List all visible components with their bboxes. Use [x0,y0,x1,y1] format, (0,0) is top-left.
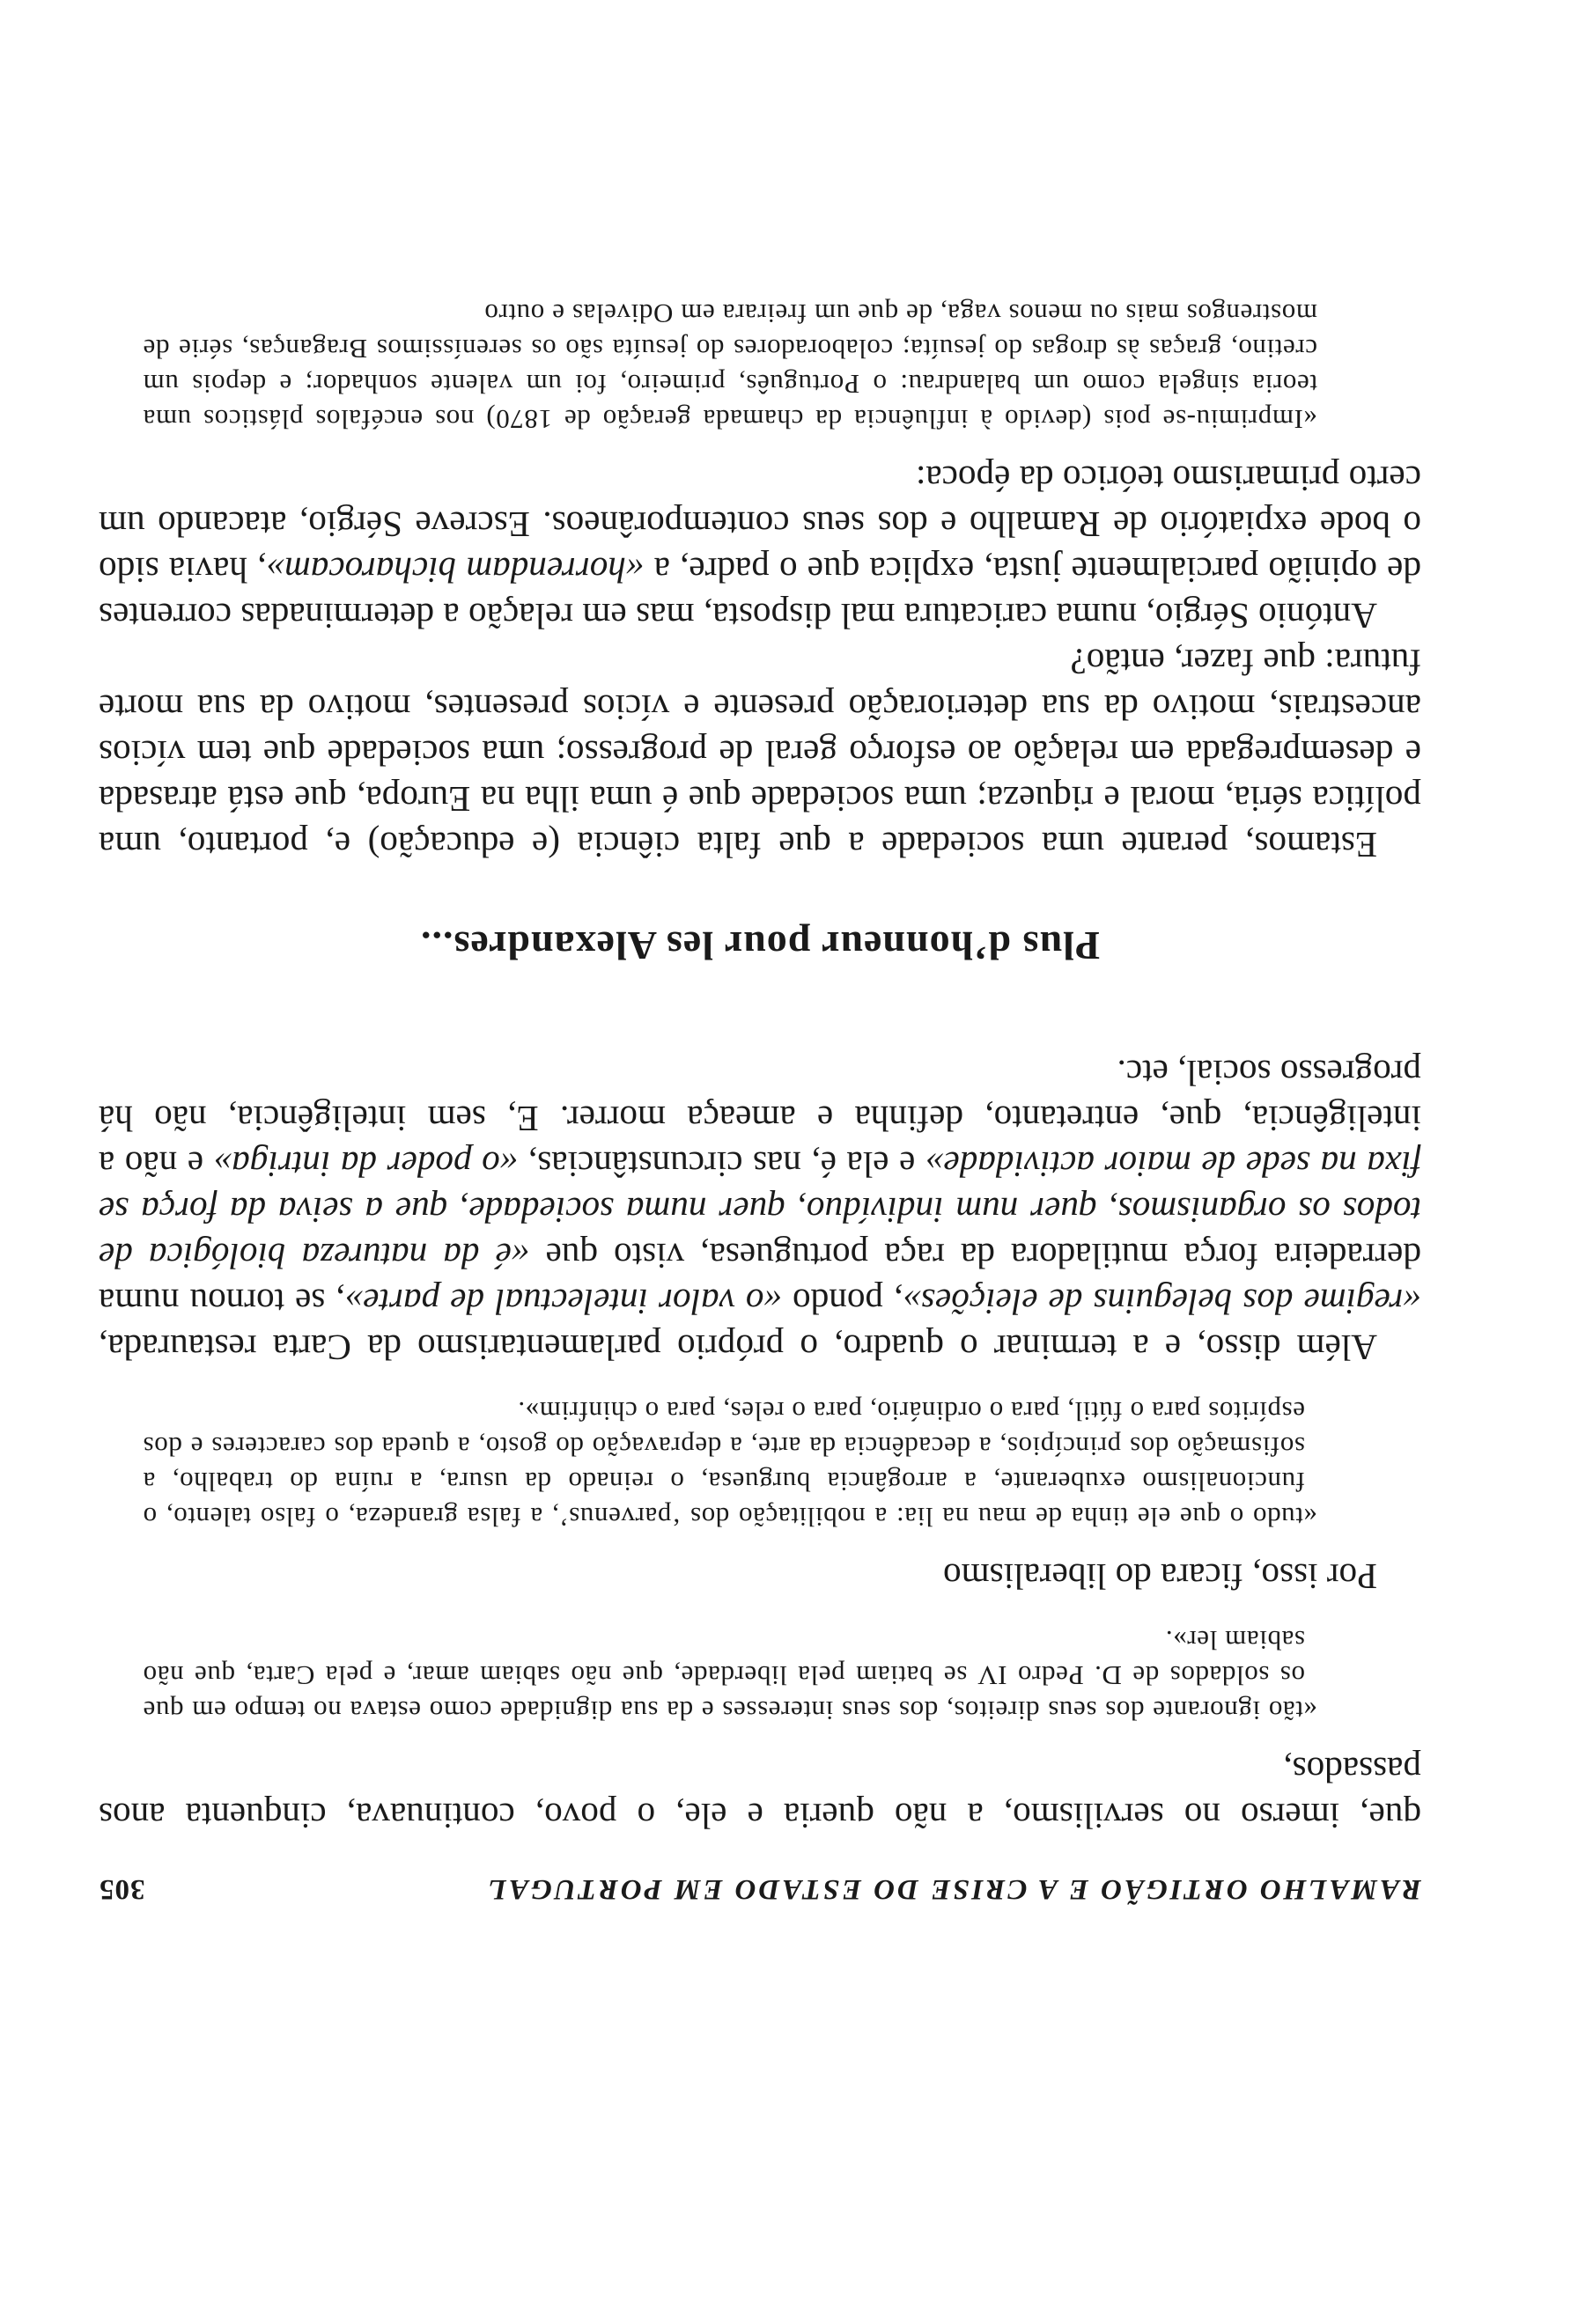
p3-text-2: , pondo [782,1282,903,1322]
running-header [99,1872,1421,1905]
paragraph-1: que, imerso no servilismo, a não queria e ele, o povo, continuava, cinquenta anos passados, [99,1750,1421,1836]
p5-text-1: António Sérgio, numa caricatura mal disposta, mas em relação a determinadas correntes de opinião parcialmente justa, explica que o padre, a [99,550,1421,636]
page-number: 305 [99,1873,145,1905]
paragraph-3 [99,1050,1421,1371]
paragraph-2: Por isso, ficara do liberalismo [942,1556,1377,1597]
quote-3: «Imprimiu-se pois (devido à influência da chamada geração de 1870) nos encéfalos plásticos uma teoria singela como um balandrau: o Português, primeiro, foi um valente sonhador; e depois um cretino, graças às drogas do jesuíta; colaboradores do jesuíta são os sereníssimos Braganças, série de mostrengos mais ou menos vaga, de que um freirara em Odivelas e outro [143,298,1317,435]
p3-text-5: e não a inteligência, que, entretanto, definha e ameaça morrer. E, sem inteligência, não há progresso social, etc. [99,1053,1421,1185]
text-column [99,273,1421,1905]
p3-italic-2: «o valor intelectual de parte» [344,1282,783,1322]
p3-text-3: , se tornou numa derradeira força mutiladora da raça portuguesa, visto que [99,1236,1421,1322]
quote-1: «tão ignorante dos seus direitos, dos seus interesses e da sua dignidade como estava no tempo em que os soldados de D. Pedro IV se batiam pela liberdade, que não sabiam amar, e pela Carta, que não sabiam ler». [143,1625,1317,1726]
p5-italic-1: «horrendam bicharocam» [266,550,645,591]
paragraph-4: Estamos, perante uma sociedade a que falta ciência (e educação) e, portanto, uma política séria, moral e riqueza; uma sociedade que é uma ilha na Europa, que está atrasada e desempregada em relação ao esforço geral de progresso; uma sociedade que tem vícios ancestrais, motivo da sua deterioração presente e vícios presentes, motivo da sua morte futura: que fazer, então? [99,642,1421,865]
p5-text-2: , havia sido o bode expiatório de Ramalho e dos seus contemporâneos. Escreve Sérgio, atacando um certo primarismo teórico da época: [99,459,1421,591]
quote-2: «tudo o que ele tinha de mau na lia: a nobilitação dos ‘parvenus’, a falsa grandeza, o falso talento, o funcionalismo exuberante, a arrogância burguesa, o reinado da usura, a ruína do trabalho, a sofismação dos princípios, a decadência da arte, a depravação do gosto, a queda dos caracteres e dos espíritos para o fútil, para o ordinário, para o reles, para o chinfrim». [143,1396,1317,1533]
paragraph-5 [99,456,1421,639]
p3-italic-3: «é da natureza biológica de todos os organismos, quer num indivíduo, quer numa sociedade, que a seiva da força se fixa na sede de maior actividade» [99,1144,1421,1276]
p3-italic-1: «regime dos beleguins de eleições» [903,1282,1421,1322]
p3-italic-4: «o poder da intriga» [213,1144,519,1185]
p3-text-1: Além disso, e a terminar o quadro, o próprio parlamentarismo da Carta restaurada, [99,1327,1377,1368]
running-title: RAMALHO ORTIGÃO E A CRISE DO ESTADO EM PORTUGAL [485,1873,1421,1905]
section-heading: Plus d’honneur pour les Alexandres... [420,923,1100,968]
p3-text-4: e ela é, nas circunstâncias, [518,1144,925,1185]
